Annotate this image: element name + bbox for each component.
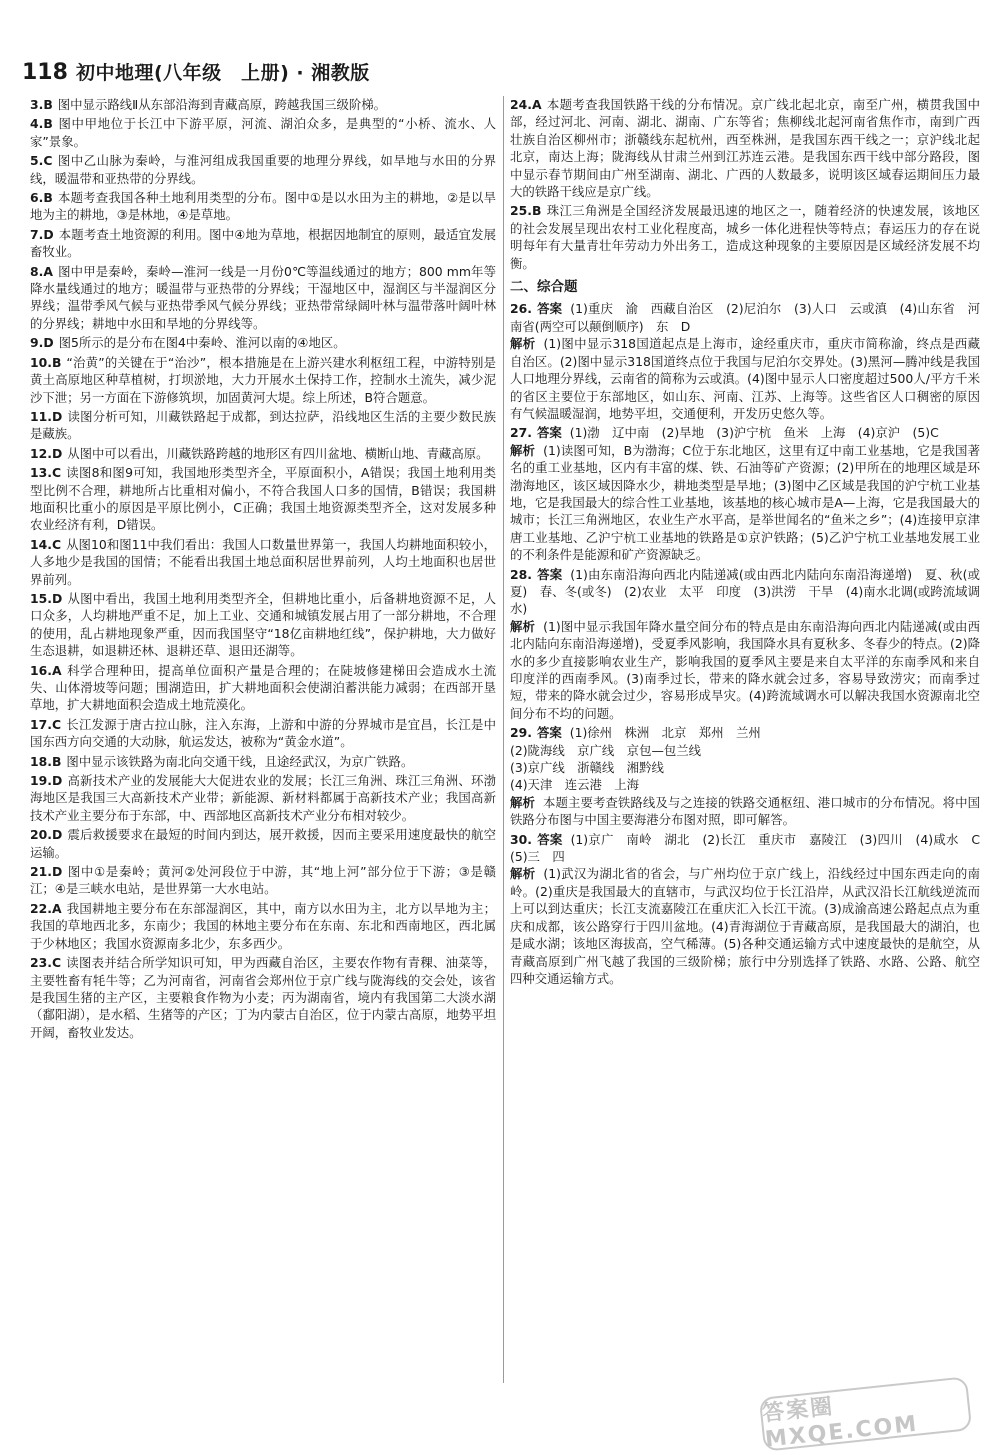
answer-item: 12.D 从图中可以看出，川藏铁路跨越的地形区有四川盆地、横断山地、青藏高原。 — [30, 445, 489, 461]
page-header — [22, 58, 960, 88]
answer-item: 25.B 珠江三角洲是全国经济发展最迅速的地区之一，随着经济的快速发展，该地区的社会发展呈现出农村工业化程度高，城乡一体化进程快等特点；春运压力的存在说明每年有大量青壮年劳动力外出务工，造成这种现象的主要原因是区域经济发展不均衡。 — [510, 203, 980, 271]
answer-item: 3.B 图中显示路线Ⅱ从东部沿海到青藏高原，跨越我国三级阶梯。 — [30, 97, 387, 112]
answer-item: 24.A 本题考查我国铁路干线的分布情况。京广线北起北京，南至广州，横贯我国中部，经过河北、河南、湖北、湖南、广东等省；焦柳线北起河南省焦作市，南到广西壮族自治区柳州市；浙赣线东起杭州，西至株洲，是我国东西干线之一；京沪线北起北京，南达上海；陇海线从甘肃兰州到江苏连云港。是我国东西干线中部分路段，图中显示春节期间由广州至湖南、湖北、广西的人数最多，说明该区域春运期间压力最大的铁路干线应是京广线。 — [510, 97, 980, 200]
answer-item: 6.B 本题考查我国各种土地利用类型的分布。图中①是以水田为主的耕地，②是以旱地为主的耕地，③是林地，④是草地。 — [30, 190, 496, 223]
answer-item: 20.D 震后救援要求在最短的时间内到达，展开救援，因而主要采用速度最快的航空运输。 — [30, 827, 496, 860]
column-divider — [503, 96, 504, 1383]
answer-item: 18.B 图中显示该铁路为南北向交通干线，且途经武汉，为京广铁路。 — [30, 753, 414, 769]
answer-item: 22.A 我国耕地主要分布在东部湿润区，其中，南方以水田为主，北方以旱地为主；我国的草地西北多，东南少；我国的林地主要分布在东南、东北和西南地区，西北属于少林地区；我国水资源南多北少，东多西少。 — [30, 900, 496, 951]
answer-item: 16.A 科学合理种田，提高单位面积产量是合理的；在陡坡修建梯田会造成水土流失、山体滑坡等问题；围湖造田，扩大耕地面积会使湖泊蓄洪能力减弱；在西部开垦草地，扩大耕地面积会造成土地荒漠化。 — [30, 662, 496, 713]
answer-item: 11.D 读图分析可知，川藏铁路起于成都，到达拉萨，沿线地区生活的主要少数民族是藏族。 — [30, 408, 496, 442]
answer-item: 4.B 图中甲地位于长江中下游平原，河流、湖泊众多，是典型的“小桥、流水、人家”景象。 — [30, 116, 496, 149]
book-title: 初中地理(八年级 上册) · 湘教版 — [75, 62, 370, 84]
answer-item: 8.A 图中甲是秦岭，秦岭—淮河一线是一月份0℃等温线通过的地方；800 mm年等降水量线通过的地方；暖温带与亚热带的分界线；干湿地区中，湿润区与半湿润区分界线；温带季风气候与亚热带季风气候分界线；亚热带常绿阔叶林与温带落叶阔叶林的分界线；耕地中水田和旱地的分界线等。 — [30, 263, 496, 331]
answer-item — [30, 1043, 496, 1060]
composite-item: 29. 答案 (1)徐州 株洲 北京 郑州 兰州 (2)陇海线 京广线 京包—包兰线 (3)京广线 浙赣线 湘黔线 (4)天津 连云港 上海 解析 本题主要考查铁路线及与之连接的铁路交通枢纽、港口城市的分布情况。将中国铁路分布图与中国主要海港分布图对照，即可解答。 — [510, 725, 981, 828]
section-heading: 二、综合题 — [510, 279, 578, 296]
page-number: 118 — [22, 60, 68, 85]
composite-item: 27. 答案 (1)渤 辽中南 (2)旱地 (3)沪宁杭 鱼米 上海 (4)京沪 (5)C 解析 (1)读图可知，B为渤海；C位于东北地区，这里有辽中南工业基地，它是我国著名的重工业基地，区内有丰富的煤、铁、石油等矿产资源；(2)甲所在的地理区域是环渤海地区，该区域因降水少，耕地类型是旱地；(3)图中乙区域是我国的沪宁杭工业基地，它是我国最大的综合性工业基地，该基地的核心城市是A—上海，它是我国最大的城市；长江三角洲地区，农业生产水平高，是举世闻名的“鱼米之乡”；(4)连接甲京津唐工业基地、乙沪宁杭工业基地的铁路是①京沪铁路；(5)乙沪宁杭工业基地发展工业的不利条件是能源和矿产资源缺乏。 — [510, 425, 980, 563]
answer-item: 21.D 图中①是秦岭；黄河②处河段位于中游，其“地上河”部分位于下游；③是赣江；④是三峡水电站，是世界第一大水电站。 — [30, 864, 496, 897]
answer-item: 9.D 图5所示的是分布在图4中秦岭、淮河以南的④地区。 — [30, 335, 346, 351]
answer-item: 13.C 读图8和图9可知，我国地形类型齐全，平原面积小，A错误；我国土地利用类型比例不合理，耕地所占比重相对偏小，不符合我国人口多的国情，B错误；我国耕地面积比重小的原因是平原比例小，C正确；我国土地资源类型齐全，这对发展多种农业经济有利，D错误。 — [30, 465, 496, 533]
answer-item: 17.C 长江发源于唐古拉山脉，注入东海，上游和中游的分界城市是宜昌，长江是中国东西方向交通的大动脉，航运发达，被称为“黄金水道”。 — [30, 716, 496, 750]
answer-item: 15.D 从图中看出，我国土地利用类型齐全，但耕地比重小，后备耕地资源不足，人口众多，人均耕地严重不足，加上工业、交通和城镇发展占用了一部分耕地，不合理的使用，乱占耕地现象严重，因而我国坚守“18亿亩耕地红线”，保护耕地，大力做好生态退耕，如退耕还林、退耕还草、退田还湖等。 — [30, 590, 496, 659]
answer-item: 10.B “治黄”的关键在于“治沙”，根本措施是在上游兴建水利枢纽工程，中游特别是黄土高原地区种草植树，打坝淤地，大力开展水土保持工作，控制水土流失，减少泥沙下泄；另一方面在下游修筑坝，加固黄河大堤。综上所述，B符合题意。 — [30, 354, 496, 405]
answer-item: 14.C 从图10和图11中我们看出：我国人口数量世界第一，我国人均耕地面积较小，人多地少是我国的国情；不能看出我国土地总面积居世界前列，人均土地面积也居世界前列。 — [30, 536, 496, 587]
right-column — [510, 96, 993, 1389]
composite-item: 30. 答案 (1)京广 南岭 湖北 (2)长江 重庆市 嘉陵江 (3)四川 (4)咸水 C (5)三 四 解析 (1)武汉为湖北省的省会，与广州均位于京广线上，沿线经过中国东西走向的南岭。(2)重庆是我国最大的直辖市，与武汉均位于长江沿岸，从武汉沿长江航线逆流而上可以到达重庆；长江支流嘉陵江在重庆汇入长江干流。(3)成渝高速公路起点点为重庆和成都，该公路穿行于四川盆地。(4)青海湖位于青藏高原，是我国最大的湖泊，也是咸水湖；该地区海拔高，空气稀薄。(5)各种交通运输方式中速度最快的是航空，从青藏高原到广州飞越了我国的三级阶梯；旅行中分别选择了铁路、水路、公路、航空四种交通运输方式。 — [510, 831, 993, 986]
answer-item: 19.D 高新技术产业的发展能大大促进农业的发展；长江三角洲、珠江三角洲、环渤海地区是我国三大高新技术产业带；新能源、新材料都属于高新技术产业；我国高新技术产业主要分布于东部，中、西部地区高新技术产业分布相对较少。 — [30, 773, 496, 823]
watermark-logo: 答案圈 MXQE.COM — [759, 1376, 972, 1452]
left-column — [30, 96, 496, 1389]
composite-item: 26. 答案 (1)重庆 渝 西藏自治区 (2)尼泊尔 (3)人口 云或滇 (4)山东省 河南省(两空可以颠倒顺序) 东 D 解析 (1)图中显示318国道起点是上海市，途经重庆市，重庆市简称渝，终点是西藏自治区。(2)图中显示318国道终点位于我国与尼泊尔交界处。(3)黑河—腾冲线是我国人口地理分界线，云南省的简称为云或滇。(4)图中显示人口密度超过500人/平方千米的省区主要位于东部地区，如山东、河南、江苏、上海等。这些省区人口稠密的原因有气候温暖湿润，地势平坦，交通便利，开发历史悠久等。 — [510, 301, 981, 421]
composite-item: 28. 答案 (1)由东南沿海向西北内陆递减(或由西北内陆向东南沿海递增) 夏、秋(或夏) 春、冬(或冬) (2)农业 太平 印度 (3)洪涝 干旱 (4)南水北调(或跨流域调水) 解析 (1)图中显示我国年降水量空间分布的特点是由东南沿海向西北内陆递减(或由西北内陆向东南沿海递增)，受夏季风影响，我国降水具有夏秋多、冬春少的特点。(2)降水的多少直接影响农业生产，影响我国的夏季风主要是来自太平洋的东南季风和来自印度洋的西南季风。(3)南季过长，带来的降水就会过多，容易导致涝灾；而南季过短，带来的降水就会过少，容易形成旱灾。(4)跨流域调水可以解决我国水资源南北空间分布不均的问题。 — [510, 566, 981, 721]
answer-item: 23.C 读图表并结合所学知识可知，甲为西藏自治区，主要农作物有青稞、油菜等，主要牲畜有牦牛等；乙为河南省，河南省会郑州位于京广线与陇海线的交会处，该省是我国生猪的主产区，主要粮食作物为小麦；丙为湖南省，境内有我国第二大淡水湖（鄱阳湖），是水稻、生猪等的产区；丁为内蒙古自治区，位于内蒙古高原，地势平坦开阔，畜牧业发达。 — [30, 955, 496, 1040]
answer-item: 7.D 本题考查土地资源的利用。图中④地为草地，根据因地制宜的原则，最适宜发展畜牧业。 — [30, 226, 496, 260]
answer-item: 5.C 图中乙山脉为秦岭，与淮河组成我国重要的地理分界线，如旱地与水田的分界线，暖温带和亚热带的分界线。 — [30, 153, 496, 186]
